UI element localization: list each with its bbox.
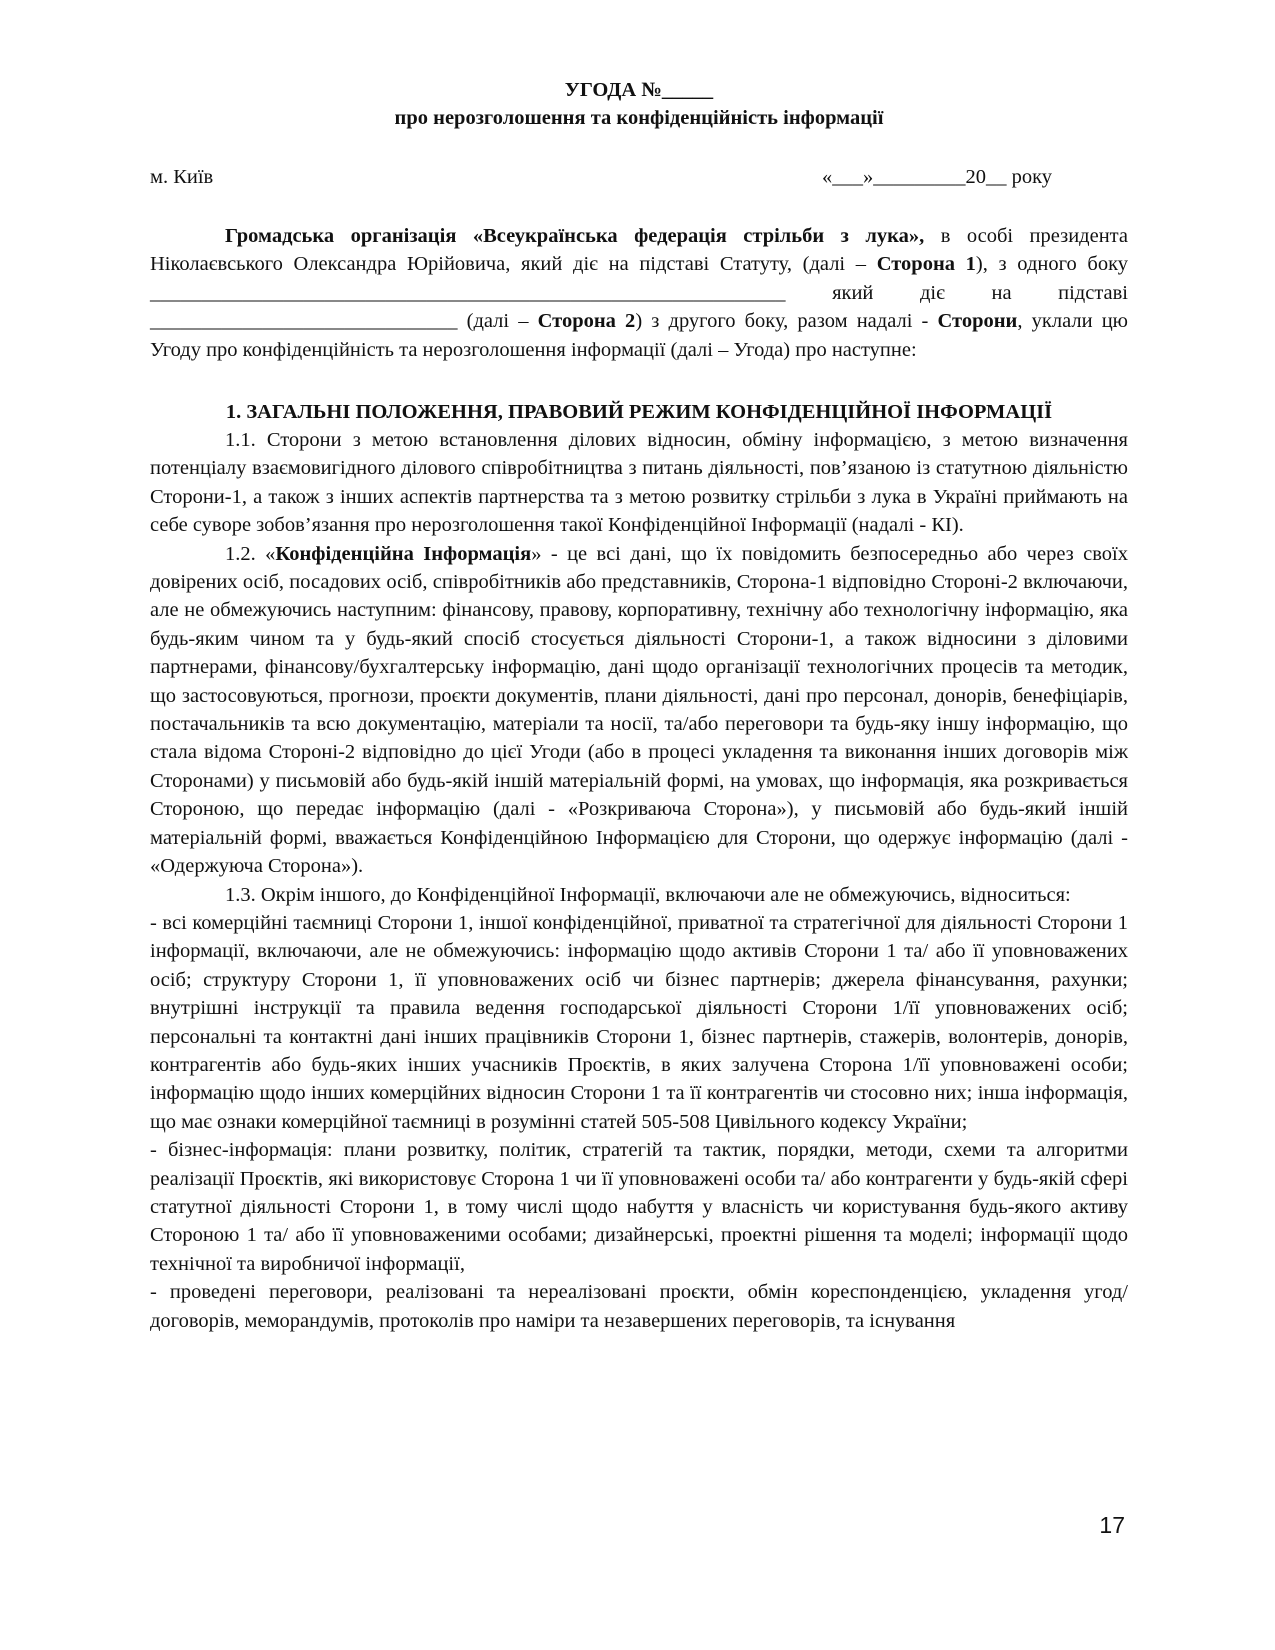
clause-1-1: 1.1. Сторони з метою встановлення ділових відносин, обміну інформацією, з метою визначення потенціалу взаємовигідного ділового співробітництва з питань діяльності, пов’язаною із статутною діяльністю Сторони-1, а також з інших аспектів партнерства та з метою розвитку стрільби з лука в Україні приймають на себе суворе зобов’язання про нерозголошення такої Конфіденційної Інформації (надалі - КІ).: [150, 429, 1128, 537]
clause-1-3-item-business-info: - бізнес-інформація: плани розвитку, політик, стратегій та тактик, порядки, методи, схеми та алгоритми реалізації Проєктів, які використовує Сторона 1 чи її уповноважені особи та/ або контрагенти у будь-якій сфері статутної діяльності Сторони 1, в тому числі щодо набуття у власність чи користування будь-якого активу Стороною 1 та/ або її уповноваженими особами; дизайнерські, проектні рішення та моделі; інформації щодо технічної та виробничої інформації,: [150, 1139, 1128, 1275]
section-1-heading: 1. ЗАГАЛЬНІ ПОЛОЖЕННЯ, ПРАВОВИЙ РЕЖИМ КОНФІДЕНЦІЙНОЇ ІНФОРМАЦІЇ: [225, 401, 1053, 423]
clause-1-2-term: Конфіденційна Інформація: [275, 542, 532, 565]
date-placeholder: «___»_________20__ року: [822, 166, 1053, 188]
agreement-title-block: [150, 76, 1128, 132]
preamble-text-4: , уклали цю Угоду про конфіденційність та нерозголошення інформації (далі – Угода) про наступне:: [150, 310, 1128, 361]
clause-1-3-item-negotiations: - проведені переговори, реалізовані та нереалізовані проєкти, обмін кореспонденцією, укладення угод/ договорів, меморандумів, протоколів про наміри та незавершених переговорів, та існування: [150, 1281, 1128, 1332]
preamble-text-1: в особі президента Ніколаєвського Олександра Юрійовича, який діє на підставі Статуту, (далі –: [150, 225, 1128, 276]
party-1-label: Сторона 1: [876, 253, 976, 276]
clause-1-2-text: » - це всі дані, що їх повідомить безпосередньо або через своїх довірених осіб, посадових осіб, співробітників або представників, Сторона-1 відповідно Стороні-2 включаючи, але не обмежуючись наступним: фінансову, правову, корпоративну, технічну або технологічну інформацію, яка будь-яким чином та у будь-який спосіб стосується діяльності Сторони-1, а також відносини з діловими партнерами, фінансову/бухгалтерську інформацію, дані щодо організації технологічних процесів та методик, що застосовуються, прогнози, проєкти документів, плани діяльності, дані про персонал, донорів, бенефіціарів, постачальників та всю документацію, матеріали та носії, та/або переговори та будь-яку іншу інформацію, що стала відома Стороні-2 відповідно до цієї Угоди (або в процесі укладення та виконання інших договорів між Сторонами) у письмовій або будь-якій іншій матеріальній формі, на умовах, що інформація, яка розкривається Стороною, що передає інформацію (далі - «Розкриваюча Сторона»), у письмовій або будь-який іншій матеріальній формі, вважається Конфіденційною Інформацією для Сторони, що одержує інформацію (далі - «Одержуюча Сторона»).: [150, 542, 1128, 878]
preamble-text-3: ) з другого боку, разом надалі -: [635, 310, 938, 333]
preamble-paragraph: [150, 222, 1128, 364]
preamble-text-2: ), з одного боку ______________________________________________________________ який діє на підставі ______________________________ (далі –: [150, 253, 1129, 333]
page-number: 17: [1099, 1512, 1125, 1538]
org-name: Громадська організація «Всеукраїнська федерація стрільби з лука»,: [225, 225, 925, 247]
place-date-line: [150, 163, 1128, 191]
party-2-label: Сторона 2: [537, 310, 636, 333]
agreement-subtitle: про нерозголошення та конфіденційність інформації: [394, 107, 884, 129]
section-1-body: [150, 426, 1128, 1335]
clause-1-2-prefix: 1.2. «: [225, 542, 276, 565]
clause-1-3-item-trade-secrets: - всі комерційні таємниці Сторони 1, іншої конфіденційної, приватної та стратегічної для діяльності Сторони 1 інформації, включаючи, але не обмежуючись: інформацію щодо активів Сторони 1 та/ або її уповноважених осіб; структуру Сторони 1, її уповноважених осіб чи бізнес партнерів; джерела фінансування, рахунки; внутрішні інструкції та правила ведення господарської діяльності Сторони 1/її уповноважених осіб; персональні та контактні дані інших працівників Сторони 1, бізнес партнерів, стажерів, волонтерів, донорів, контрагентів або будь-яких інших учасників Проєктів, в яких залучена Сторона 1/її уповноважені особи; інформацію щодо інших комерційних відносин Сторони 1 та її контрагентів чи стосовно них; інша інформація, що має ознаки комерційної таємниці в розумінні статей 505-508 Цивільного кодексу України;: [150, 911, 1128, 1133]
clause-1-3: 1.3. Окрім іншого, до Конфіденційної Інформації, включаючи але не обмежуючись, відноситься:: [225, 883, 1071, 906]
parties-label: Сторони: [937, 310, 1018, 333]
agreement-title: УГОДА №_____: [564, 79, 714, 101]
place: м. Київ: [150, 166, 214, 188]
clause-1-2: [150, 540, 1128, 881]
